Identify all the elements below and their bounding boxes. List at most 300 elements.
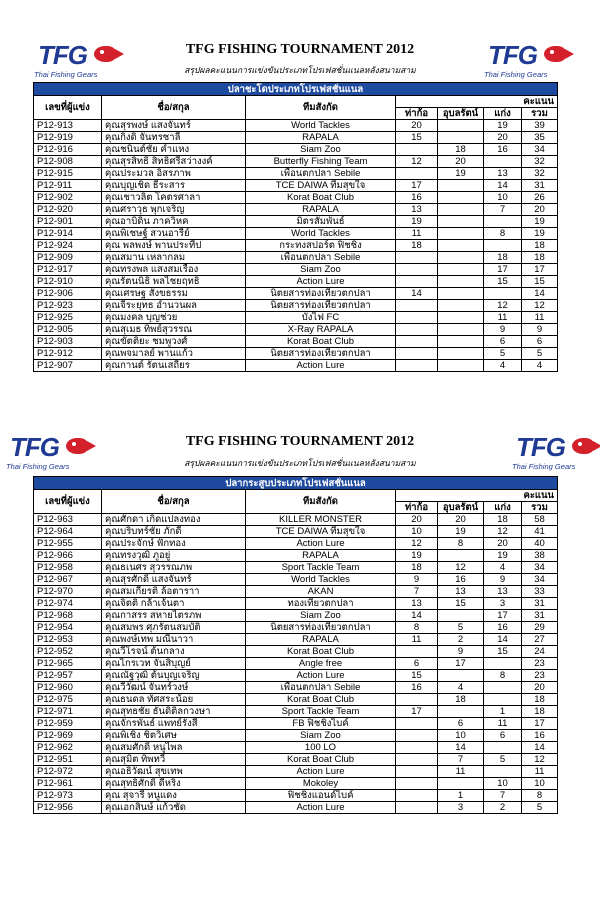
cell-total: 20 (522, 682, 558, 694)
cell-r2 (438, 550, 484, 562)
cell-total: 12 (522, 300, 558, 312)
cell-total: 24 (522, 646, 558, 658)
table-row (34, 312, 558, 324)
table-row (34, 658, 558, 670)
cell-id: P12-961 (34, 778, 102, 790)
table-row (34, 120, 558, 132)
cell-r2 (438, 360, 484, 372)
category-header: ปลากระสูบประเภทโปรเฟสชั่นแนล (34, 477, 558, 490)
cell-r3: 16 (484, 144, 522, 156)
cell-id: P12-925 (34, 312, 102, 324)
cell-total: 26 (522, 192, 558, 204)
table-row (34, 622, 558, 634)
cell-name: คุณสุเมธ ทิพย์สุวรรณ (102, 324, 246, 336)
cell-r2 (438, 180, 484, 192)
table-row (34, 706, 558, 718)
cell-r2: 18 (438, 694, 484, 706)
cell-total: 20 (522, 204, 558, 216)
cell-name: คุณสุทธิศักดิ์ ดีหริง (102, 778, 246, 790)
cell-r1 (396, 766, 438, 778)
cell-team: เพื่อนตกปลา Sebile (246, 252, 396, 264)
cell-name: คุณสมาน เหลากลม (102, 252, 246, 264)
page-title: TFG FISHING TOURNAMENT 2012 (185, 42, 415, 57)
cell-total: 8 (522, 790, 558, 802)
cell-r1: 16 (396, 682, 438, 694)
cell-r3 (484, 694, 522, 706)
cell-r1: 18 (396, 240, 438, 252)
cell-id: P12-901 (34, 216, 102, 228)
logo-text: TFG (38, 40, 87, 70)
cell-r1 (396, 324, 438, 336)
table-row (34, 730, 558, 742)
cell-name: คุณจิตติ กล้าเจ้นตา (102, 598, 246, 610)
page-title: TFG FISHING TOURNAMENT 2012 (185, 434, 415, 449)
cell-team: นิตยสารท่องเที่ยวตกปลา (246, 348, 396, 360)
cell-total: 17 (522, 718, 558, 730)
cell-team: FB ฟิชชิ่งไบค์ (246, 718, 396, 730)
cell-r3: 4 (484, 360, 522, 372)
cell-name: คุณอธิวัฒน์ สุขเทพ (102, 766, 246, 778)
page-subtitle: สรุปผลคะแนนการแข่งขันประเภทโปรเฟสชั่นแนลหลังสนามสาม (184, 66, 416, 76)
cell-r1 (396, 300, 438, 312)
cell-r3: 5 (484, 348, 522, 360)
cell-team: Mokoley (246, 778, 396, 790)
cell-name: คุณวีวัฒน์ จันทร์วงษ์ (102, 682, 246, 694)
cell-id: P12-908 (34, 156, 102, 168)
cell-id: P12-953 (34, 634, 102, 646)
cell-id: P12-912 (34, 348, 102, 360)
cell-name: คุณทรงพล แสงสมเรือง (102, 264, 246, 276)
cell-total: 15 (522, 276, 558, 288)
cell-r2: 5 (438, 622, 484, 634)
cell-total: 31 (522, 598, 558, 610)
cell-r1 (396, 360, 438, 372)
cell-r3: 10 (484, 778, 522, 790)
cell-r1: 11 (396, 634, 438, 646)
category-header: ปลาชะโดประเภทโปรเฟสชั่นแนล (34, 83, 558, 96)
table-row (34, 348, 558, 360)
cell-r3 (484, 240, 522, 252)
cell-id: P12-920 (34, 204, 102, 216)
cell-r3: 16 (484, 622, 522, 634)
table-row (34, 168, 558, 180)
cell-total: 33 (522, 586, 558, 598)
cell-total: 18 (522, 706, 558, 718)
cell-id: P12-955 (34, 538, 102, 550)
logo-subtitle: Thai Fishing Gears (512, 462, 576, 471)
cell-r3: 5 (484, 754, 522, 766)
cell-r1: 19 (396, 216, 438, 228)
cell-r2 (438, 216, 484, 228)
cell-name: คุณสมศักดิ์ หนูไพล (102, 742, 246, 754)
cell-id: P12-916 (34, 144, 102, 156)
cell-name: คุณมงคล บุญช่วย (102, 312, 246, 324)
cell-r2: 18 (438, 144, 484, 156)
cell-r1: 17 (396, 180, 438, 192)
cell-r1: 10 (396, 526, 438, 538)
table-row (34, 790, 558, 802)
cell-r1 (396, 646, 438, 658)
cell-id: P12-957 (34, 670, 102, 682)
table-row (34, 634, 558, 646)
cell-id: P12-971 (34, 706, 102, 718)
cell-total: 16 (522, 730, 558, 742)
cell-r1: 14 (396, 610, 438, 622)
cell-team: นิตยสารท่องเที่ยวตกปลา (246, 288, 396, 300)
cell-id: P12-958 (34, 562, 102, 574)
cell-team: TCE DAIWA ทีมสุขใจ (246, 180, 396, 192)
table-row (34, 240, 558, 252)
cell-r3: 19 (484, 550, 522, 562)
cell-total: 31 (522, 180, 558, 192)
table-row (34, 252, 558, 264)
cell-team: บังไฟ FC (246, 312, 396, 324)
table-row (34, 778, 558, 790)
cell-team: Siam Zoo (246, 730, 396, 742)
cell-r1 (396, 778, 438, 790)
cell-r3: 20 (484, 538, 522, 550)
table-row (34, 562, 558, 574)
cell-name: คุณ สุจารี หนูแดง (102, 790, 246, 802)
cell-r2 (438, 252, 484, 264)
cell-name: คุณไกรเวท จันสิบุญย์ (102, 658, 246, 670)
cell-id: P12-917 (34, 264, 102, 276)
table-row (34, 610, 558, 622)
cell-r1 (396, 276, 438, 288)
cell-r3: 9 (484, 574, 522, 586)
cell-team: Korat Boat Club (246, 336, 396, 348)
cell-name: คุณสุทธชัย ธันดิติลกวงษา (102, 706, 246, 718)
cell-r3: 3 (484, 598, 522, 610)
cell-total: 34 (522, 562, 558, 574)
cell-r1: 16 (396, 192, 438, 204)
logo-subtitle: Thai Fishing Gears (34, 70, 98, 79)
cell-team: AKAN (246, 586, 396, 598)
cell-name: คุณณัฐวุฒิ ต้นบุญเจริญ (102, 670, 246, 682)
table-row (34, 742, 558, 754)
logo-subtitle: Thai Fishing Gears (484, 70, 548, 79)
cell-r2 (438, 610, 484, 622)
table-row (34, 646, 558, 658)
cell-r2 (438, 336, 484, 348)
cell-r1 (396, 144, 438, 156)
cell-total: 19 (522, 228, 558, 240)
cell-r2 (438, 670, 484, 682)
cell-id: P12-968 (34, 610, 102, 622)
cell-r2: 2 (438, 634, 484, 646)
cell-id: P12-970 (34, 586, 102, 598)
cell-r3 (484, 288, 522, 300)
cell-total: 17 (522, 264, 558, 276)
col-name: ชื่อ/สกุล (102, 96, 246, 120)
cell-total: 40 (522, 538, 558, 550)
cell-r2 (438, 264, 484, 276)
cell-team: กระทงสปอร์ต ฟิชชิ่ง (246, 240, 396, 252)
col-r2: อุบลรัตน์ (438, 502, 484, 514)
cell-id: P12-956 (34, 802, 102, 814)
cell-r1 (396, 802, 438, 814)
cell-id: P12-963 (34, 514, 102, 526)
cell-id: P12-913 (34, 120, 102, 132)
cell-id: P12-960 (34, 682, 102, 694)
cell-r3: 17 (484, 264, 522, 276)
cell-r1 (396, 718, 438, 730)
table-row (34, 694, 558, 706)
cell-r3: 1 (484, 706, 522, 718)
col-id: เลขที่ผู้แข่ง (34, 96, 102, 120)
cell-team: นิตยสารท่องเที่ยวตกปลา (246, 300, 396, 312)
cell-r3: 8 (484, 228, 522, 240)
cell-r2: 6 (438, 718, 484, 730)
results-table (33, 476, 558, 814)
col-id: เลขที่ผู้แข่ง (34, 490, 102, 514)
table-row (34, 574, 558, 586)
cell-team: Siam Zoo (246, 610, 396, 622)
cell-r2 (438, 778, 484, 790)
cell-name: คุณกานต์ รัตนเสถียร (102, 360, 246, 372)
cell-team: RAPALA (246, 550, 396, 562)
cell-name: คุณกิ่งดิ จันทรชาลี (102, 132, 246, 144)
cell-r2 (438, 240, 484, 252)
cell-total: 18 (522, 252, 558, 264)
table-row (34, 336, 558, 348)
cell-r3: 12 (484, 300, 522, 312)
cell-r2: 20 (438, 156, 484, 168)
table-row (34, 324, 558, 336)
col-r1: ท่าก้อ (396, 108, 438, 120)
cell-name: คุณสุรพงษ์ แสงจันทร์ (102, 120, 246, 132)
table-row (34, 754, 558, 766)
results-table (33, 82, 558, 372)
cell-id: P12-911 (34, 180, 102, 192)
cell-name: คุณรัตนนิธิ พลไชยฤทธิ (102, 276, 246, 288)
cell-team: Sport Tackle Team (246, 562, 396, 574)
cell-team: World Tackles (246, 120, 396, 132)
cell-name: คุณทรงวุฒิ ภูอยู่ (102, 550, 246, 562)
cell-total: 5 (522, 802, 558, 814)
cell-team: RAPALA (246, 634, 396, 646)
cell-r1 (396, 312, 438, 324)
cell-r1 (396, 730, 438, 742)
cell-name: คุณสมพร ศุภรัตนสมบัติ (102, 622, 246, 634)
table-row (34, 586, 558, 598)
cell-r2 (438, 706, 484, 718)
table-row (34, 204, 558, 216)
cell-name: คุณชนินต์ชัย คำแหง (102, 144, 246, 156)
cell-name: คุณพิเชิง ชิตวิเศษ (102, 730, 246, 742)
cell-team: Action Lure (246, 276, 396, 288)
cell-id: P12-954 (34, 622, 102, 634)
cell-team: ทองเที่ยวตกปลา (246, 598, 396, 610)
cell-team: Korat Boat Club (246, 694, 396, 706)
cell-id: P12-924 (34, 240, 102, 252)
cell-r2 (438, 192, 484, 204)
table-row (34, 264, 558, 276)
cell-name: คุณขัตติยะ ชมพูวงศ์ (102, 336, 246, 348)
cell-r2 (438, 132, 484, 144)
cell-r2 (438, 276, 484, 288)
table-row (34, 360, 558, 372)
cell-r1 (396, 694, 438, 706)
table-row (34, 514, 558, 526)
cell-team: Siam Zoo (246, 264, 396, 276)
cell-r1: 12 (396, 156, 438, 168)
cell-r3: 6 (484, 730, 522, 742)
cell-id: P12-974 (34, 598, 102, 610)
table-row (34, 288, 558, 300)
cell-r3: 17 (484, 610, 522, 622)
cell-r1 (396, 742, 438, 754)
table-row (34, 132, 558, 144)
cell-name: คุณพจมาลย์ พานแก้ว (102, 348, 246, 360)
cell-r3: 13 (484, 168, 522, 180)
cell-name: คุณ พลพงษ์ พานประทีป (102, 240, 246, 252)
cell-total: 18 (522, 240, 558, 252)
cell-name: คุณเอกสินษ์ แก้วชัด (102, 802, 246, 814)
cell-name: คุณธนดล ทัศสระน้อย (102, 694, 246, 706)
cell-id: P12-975 (34, 694, 102, 706)
cell-r1 (396, 754, 438, 766)
cell-total: 11 (522, 312, 558, 324)
cell-total: 11 (522, 766, 558, 778)
cell-total: 34 (522, 144, 558, 156)
cell-r3: 11 (484, 312, 522, 324)
cell-team: มิตรสัมพันธ์ (246, 216, 396, 228)
cell-team: Angle free (246, 658, 396, 670)
cell-name: คุณพงษ์เทพ มณีนาวา (102, 634, 246, 646)
cell-r3: 4 (484, 562, 522, 574)
cell-total: 4 (522, 360, 558, 372)
cell-team: KILLER MONSTER (246, 514, 396, 526)
cell-r3: 18 (484, 514, 522, 526)
cell-r2 (438, 120, 484, 132)
cell-id: P12-906 (34, 288, 102, 300)
col-score: คะแนน (396, 96, 558, 108)
cell-r1 (396, 252, 438, 264)
cell-r1: 19 (396, 550, 438, 562)
col-r3: แก่ง (484, 502, 522, 514)
cell-r1: 8 (396, 622, 438, 634)
cell-total: 27 (522, 634, 558, 646)
cell-r3: 13 (484, 586, 522, 598)
cell-team: RAPALA (246, 132, 396, 144)
cell-r3: 20 (484, 132, 522, 144)
cell-total: 38 (522, 550, 558, 562)
cell-name: คุณประมวล อิสรภาพ (102, 168, 246, 180)
cell-r3 (484, 682, 522, 694)
cell-r2: 19 (438, 526, 484, 538)
logo-subtitle: Thai Fishing Gears (6, 462, 70, 471)
cell-name: คุณสุรสิทธิ์ สิทธิศรีสว่างงค์ (102, 156, 246, 168)
cell-id: P12-964 (34, 526, 102, 538)
cell-r2 (438, 300, 484, 312)
cell-total: 9 (522, 324, 558, 336)
cell-r1: 14 (396, 288, 438, 300)
cell-r1: 6 (396, 658, 438, 670)
cell-id: P12-965 (34, 658, 102, 670)
cell-team: World Tackles (246, 574, 396, 586)
cell-r2 (438, 288, 484, 300)
cell-team: เพื่อนตกปลา Sebile (246, 168, 396, 180)
cell-name: คุณศักดา เกิดแปลงทอง (102, 514, 246, 526)
cell-name: คุณจักรพันธ์ แพทย์รังสี (102, 718, 246, 730)
cell-name: คุณจีระยุทธ อำนวนผล (102, 300, 246, 312)
cell-r1 (396, 790, 438, 802)
table-row (34, 766, 558, 778)
cell-team: Sport Tackle Team (246, 706, 396, 718)
col-team: ทีมสังกัด (246, 490, 396, 514)
cell-team: X-Ray RAPALA (246, 324, 396, 336)
cell-r1: 18 (396, 562, 438, 574)
cell-r3: 8 (484, 670, 522, 682)
cell-r2 (438, 228, 484, 240)
cell-total: 23 (522, 670, 558, 682)
cell-r2: 10 (438, 730, 484, 742)
cell-team: Action Lure (246, 538, 396, 550)
cell-team: RAPALA (246, 204, 396, 216)
logo-text: TFG (516, 432, 565, 462)
cell-r1: 11 (396, 228, 438, 240)
cell-team: Action Lure (246, 766, 396, 778)
cell-r3 (484, 156, 522, 168)
cell-r3: 14 (484, 634, 522, 646)
logo-text: TFG (10, 432, 59, 462)
cell-id: P12-966 (34, 550, 102, 562)
cell-r1: 20 (396, 120, 438, 132)
cell-r2: 14 (438, 742, 484, 754)
table-row (34, 276, 558, 288)
cell-r1: 13 (396, 204, 438, 216)
cell-total: 41 (522, 526, 558, 538)
cell-r1: 7 (396, 586, 438, 598)
cell-r2: 12 (438, 562, 484, 574)
cell-id: P12-909 (34, 252, 102, 264)
cell-id: P12-973 (34, 790, 102, 802)
cell-total: 10 (522, 778, 558, 790)
cell-r2: 16 (438, 574, 484, 586)
cell-id: P12-902 (34, 192, 102, 204)
cell-id: P12-972 (34, 766, 102, 778)
cell-r3: 6 (484, 336, 522, 348)
cell-r2 (438, 348, 484, 360)
cell-r3: 14 (484, 180, 522, 192)
col-team: ทีมสังกัด (246, 96, 396, 120)
cell-r1: 17 (396, 706, 438, 718)
cell-team: TCE DAIWA ทีมสุขใจ (246, 526, 396, 538)
table-row (34, 550, 558, 562)
cell-id: P12-907 (34, 360, 102, 372)
cell-total: 39 (522, 120, 558, 132)
cell-r1: 9 (396, 574, 438, 586)
cell-team: เพื่อนตกปลา Sebile (246, 682, 396, 694)
table-row (34, 802, 558, 814)
cell-r3: 19 (484, 120, 522, 132)
cell-r2: 11 (438, 766, 484, 778)
cell-name: คุณกาสรร สหายไตรภพ (102, 610, 246, 622)
cell-total: 23 (522, 658, 558, 670)
cell-id: P12-951 (34, 754, 102, 766)
cell-r3 (484, 658, 522, 670)
cell-r3 (484, 216, 522, 228)
cell-r2: 7 (438, 754, 484, 766)
cell-r3: 15 (484, 276, 522, 288)
cell-r3: 10 (484, 192, 522, 204)
cell-r1: 20 (396, 514, 438, 526)
cell-r2: 3 (438, 802, 484, 814)
cell-team: Action Lure (246, 670, 396, 682)
cell-total: 32 (522, 156, 558, 168)
cell-name: คุณวีโรจน์ ต้นกลาง (102, 646, 246, 658)
